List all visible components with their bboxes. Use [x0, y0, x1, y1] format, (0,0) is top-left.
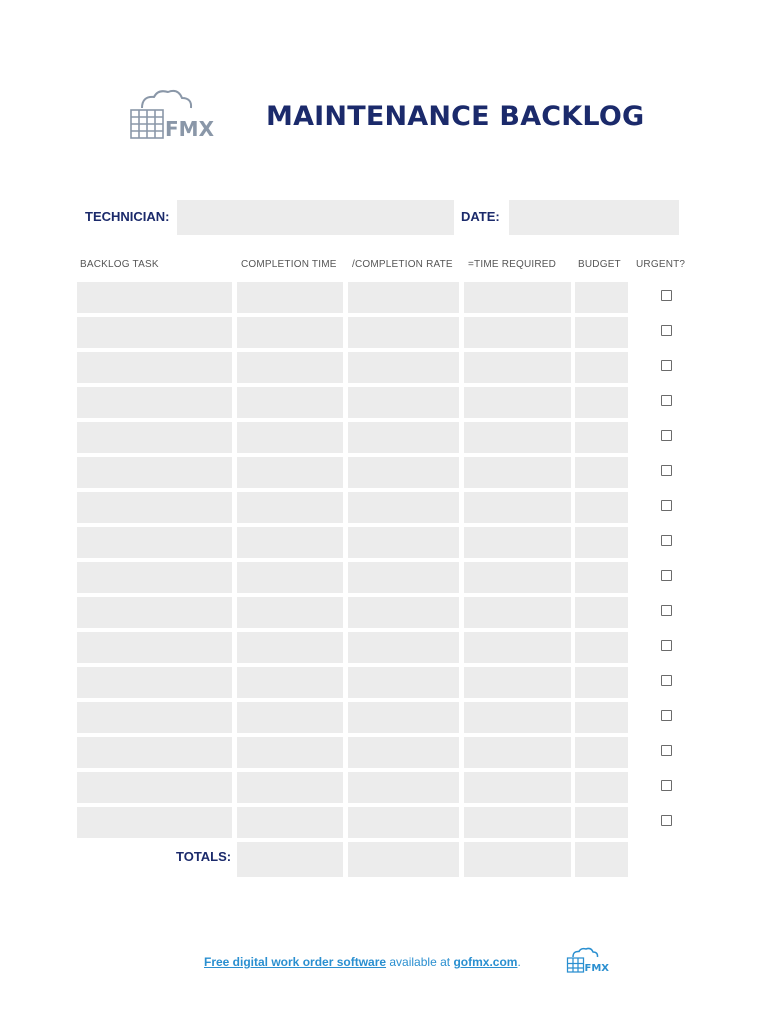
time-required-cell[interactable]	[464, 317, 571, 348]
urgent-checkbox[interactable]	[661, 675, 672, 686]
col-header-completion-time: COMPLETION TIME	[241, 259, 337, 270]
completion-rate-cell[interactable]	[348, 632, 459, 663]
time-required-cell[interactable]	[464, 457, 571, 488]
fmx-footer-logo-icon	[566, 946, 609, 976]
completion-rate-cell[interactable]	[348, 457, 459, 488]
budget-cell[interactable]	[575, 352, 628, 383]
backlog-task-cell[interactable]	[77, 562, 232, 593]
completion-rate-cell[interactable]	[348, 807, 459, 838]
completion-rate-cell[interactable]	[348, 282, 459, 313]
footer-end-text: .	[517, 955, 521, 969]
budget-cell[interactable]	[575, 387, 628, 418]
urgent-checkbox[interactable]	[661, 710, 672, 721]
totals-label: TOTALS:	[176, 849, 232, 864]
backlog-task-cell[interactable]	[77, 422, 232, 453]
urgent-checkbox[interactable]	[661, 815, 672, 826]
completion-rate-cell[interactable]	[348, 667, 459, 698]
urgent-checkbox[interactable]	[661, 500, 672, 511]
completion-time-cell[interactable]	[237, 667, 343, 698]
fmx-logo-icon	[128, 88, 214, 144]
completion-time-cell[interactable]	[237, 632, 343, 663]
completion-time-cell[interactable]	[237, 282, 343, 313]
time-required-cell[interactable]	[464, 807, 571, 838]
budget-cell[interactable]	[575, 667, 628, 698]
backlog-task-cell[interactable]	[77, 282, 232, 313]
time-required-cell[interactable]	[464, 772, 571, 803]
urgent-checkbox[interactable]	[661, 395, 672, 406]
budget-cell[interactable]	[575, 527, 628, 558]
urgent-checkbox[interactable]	[661, 780, 672, 791]
urgent-checkbox[interactable]	[661, 430, 672, 441]
completion-time-cell[interactable]	[237, 702, 343, 733]
logo-text: FMX	[165, 117, 214, 141]
completion-time-cell[interactable]	[237, 422, 343, 453]
completion-rate-cell[interactable]	[348, 562, 459, 593]
completion-time-cell[interactable]	[237, 317, 343, 348]
col-header-urgent: URGENT?	[636, 259, 686, 270]
budget-cell[interactable]	[575, 422, 628, 453]
technician-field[interactable]	[177, 200, 454, 235]
footer-logo-text: FMX	[584, 963, 609, 974]
total-completion-rate-cell[interactable]	[348, 842, 459, 877]
backlog-task-cell[interactable]	[77, 807, 232, 838]
budget-cell[interactable]	[575, 772, 628, 803]
completion-rate-cell[interactable]	[348, 772, 459, 803]
completion-rate-cell[interactable]	[348, 387, 459, 418]
budget-cell[interactable]	[575, 562, 628, 593]
time-required-cell[interactable]	[464, 352, 571, 383]
urgent-checkbox[interactable]	[661, 465, 672, 476]
time-required-cell[interactable]	[464, 492, 571, 523]
time-required-cell[interactable]	[464, 422, 571, 453]
completion-time-cell[interactable]	[237, 527, 343, 558]
completion-time-cell[interactable]	[237, 352, 343, 383]
time-required-cell[interactable]	[464, 282, 571, 313]
footer-site-link[interactable]: gofmx.com	[453, 955, 518, 969]
total-completion-time-cell[interactable]	[237, 842, 343, 877]
date-field[interactable]	[509, 200, 679, 235]
budget-cell[interactable]	[575, 282, 628, 313]
urgent-checkbox[interactable]	[661, 535, 672, 546]
budget-cell[interactable]	[575, 737, 628, 768]
total-budget-cell[interactable]	[575, 842, 628, 877]
urgent-checkbox[interactable]	[661, 605, 672, 616]
completion-time-cell[interactable]	[237, 737, 343, 768]
backlog-task-cell[interactable]	[77, 317, 232, 348]
budget-cell[interactable]	[575, 492, 628, 523]
time-required-cell[interactable]	[464, 527, 571, 558]
backlog-task-cell[interactable]	[77, 667, 232, 698]
time-required-cell[interactable]	[464, 737, 571, 768]
time-required-cell[interactable]	[464, 597, 571, 628]
backlog-task-cell[interactable]	[77, 702, 232, 733]
backlog-task-cell[interactable]	[77, 387, 232, 418]
time-required-cell[interactable]	[464, 667, 571, 698]
completion-time-cell[interactable]	[237, 772, 343, 803]
col-header-completion-rate: /COMPLETION RATE	[352, 259, 453, 270]
backlog-task-cell[interactable]	[77, 352, 232, 383]
backlog-task-cell[interactable]	[77, 632, 232, 663]
backlog-task-cell[interactable]	[77, 597, 232, 628]
completion-rate-cell[interactable]	[348, 422, 459, 453]
budget-cell[interactable]	[575, 597, 628, 628]
footer-link[interactable]: Free digital work order software	[204, 955, 387, 969]
urgent-checkbox[interactable]	[661, 360, 672, 371]
completion-time-cell[interactable]	[237, 807, 343, 838]
budget-cell[interactable]	[575, 702, 628, 733]
completion-rate-cell[interactable]	[348, 352, 459, 383]
footer-text	[204, 955, 521, 969]
backlog-task-cell[interactable]	[77, 492, 232, 523]
completion-rate-cell[interactable]	[348, 492, 459, 523]
completion-rate-cell[interactable]	[348, 597, 459, 628]
budget-cell[interactable]	[575, 457, 628, 488]
completion-time-cell[interactable]	[237, 387, 343, 418]
backlog-task-cell[interactable]	[77, 457, 232, 488]
backlog-task-cell[interactable]	[77, 772, 232, 803]
urgent-checkbox[interactable]	[661, 325, 672, 336]
budget-cell[interactable]	[575, 317, 628, 348]
completion-rate-cell[interactable]	[348, 737, 459, 768]
time-required-cell[interactable]	[464, 632, 571, 663]
col-header-time-required: =TIME REQUIRED	[468, 259, 557, 270]
time-required-cell[interactable]	[464, 702, 571, 733]
completion-rate-cell[interactable]	[348, 317, 459, 348]
backlog-task-cell[interactable]	[77, 737, 232, 768]
completion-rate-cell[interactable]	[348, 527, 459, 558]
date-label: DATE:	[461, 209, 500, 224]
budget-cell[interactable]	[575, 632, 628, 663]
page-title: MAINTENANCE BACKLOG	[266, 101, 645, 132]
urgent-checkbox[interactable]	[661, 640, 672, 651]
completion-time-cell[interactable]	[237, 457, 343, 488]
completion-time-cell[interactable]	[237, 492, 343, 523]
total-time-required-cell[interactable]	[464, 842, 571, 877]
footer-middle-text: available at	[386, 955, 454, 969]
time-required-cell[interactable]	[464, 387, 571, 418]
time-required-cell[interactable]	[464, 562, 571, 593]
urgent-checkbox[interactable]	[661, 745, 672, 756]
urgent-checkbox[interactable]	[661, 290, 672, 301]
budget-cell[interactable]	[575, 807, 628, 838]
technician-label: TECHNICIAN:	[85, 209, 170, 224]
backlog-task-cell[interactable]	[77, 527, 232, 558]
col-header-budget: BUDGET	[578, 259, 621, 270]
urgent-checkbox[interactable]	[661, 570, 672, 581]
completion-time-cell[interactable]	[237, 597, 343, 628]
completion-time-cell[interactable]	[237, 562, 343, 593]
col-header-backlog-task: BACKLOG TASK	[80, 259, 159, 270]
completion-rate-cell[interactable]	[348, 702, 459, 733]
